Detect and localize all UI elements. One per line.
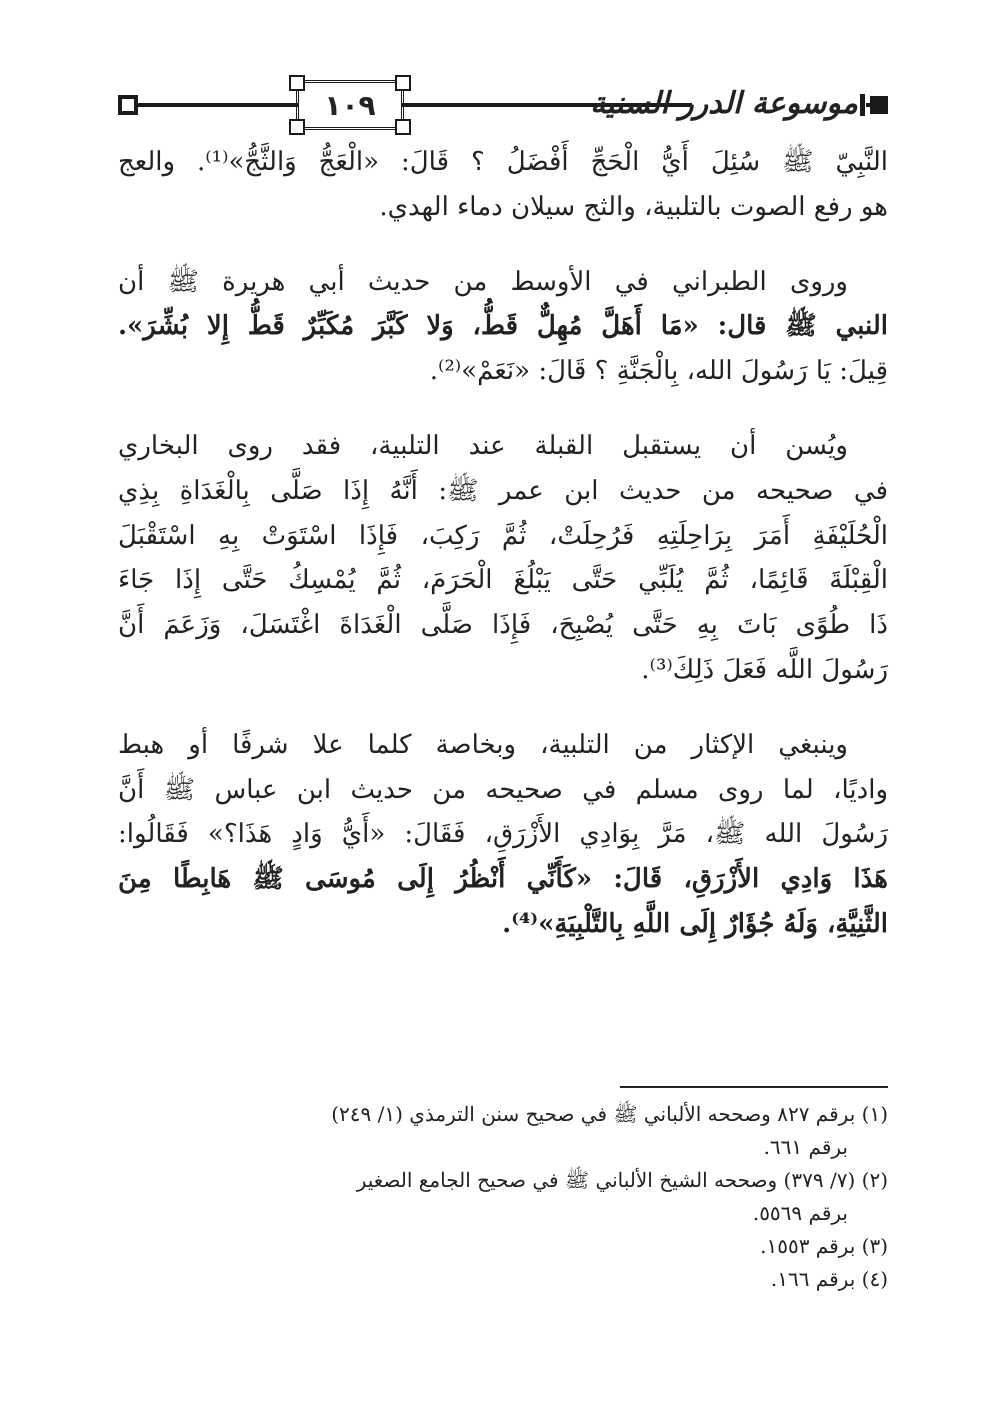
- frame-corner-ornament: [395, 75, 411, 91]
- text-line: ويُسن أن يستقبل القبلة عند التلبية، فقد روى البخاري: [118, 430, 848, 461]
- text-line: هَذَا وَادِي الأَزْرَقِ، قَالَ: «كَأَنِّي أَنْظُرُ إِلَى مُوسَى ﷺ هَابِطًا مِنَ: [118, 864, 888, 895]
- series-title: موسوعة الدرر السنية: [590, 86, 858, 121]
- text-line: رَسُولَ الله ﷺ، مَرَّ بِوَادِي الأَزْرَقِ، فَقَالَ: «أَيُّ وَادٍ هَذَا؟» فَقَالُوا:: [118, 819, 888, 850]
- text-line: ذَا طُوًى بَاتَ بِهِ حَتَّى يُصْبِحَ، فَإِذَا صَلَّى الْغَدَاةَ اغْتَسَلَ، وَزَعَمَ أَنَّ: [118, 610, 888, 641]
- paragraph: [118, 723, 888, 947]
- main-text: [118, 140, 888, 977]
- footnote-text: (٣) برقم ١٥٥٣.: [760, 1234, 888, 1258]
- footnote: [118, 1164, 888, 1230]
- header-ornament-right: [870, 96, 888, 114]
- text-line: واديًا، لما روى مسلم في صحيحه من حديث ابن عباس ﷺ أَنَّ: [118, 774, 888, 805]
- footnote: [118, 1098, 888, 1164]
- header-rule: [138, 103, 298, 107]
- page-header: [118, 78, 888, 140]
- text-line: الْحُلَيْفَةِ أَمَرَ بِرَاحِلَتِهِ فَرُحِلَتْ، ثُمَّ رَكِبَ، فَإِذَا اسْتَوَتْ بِهِ اسْتَقْبَلَ: [118, 520, 888, 551]
- text-line: رَسُولَ اللَّه فَعَلَ ذَلِكَ⁽³⁾.: [641, 654, 888, 685]
- text-line: النبي ﷺ قال: «مَا أَهَلَّ مُهِلٌّ قَطُّ، وَلا كَبَّرَ مُكَبِّرٌ قَطُّ إِلا بُشِّرَ».: [118, 311, 888, 342]
- paragraph: [118, 424, 888, 693]
- page-number-frame: [296, 80, 404, 130]
- footnote-continuation: برقم ٦٦١.: [763, 1135, 848, 1159]
- text-line: هو رفع الصوت بالتلبية، والثج سيلان دماء الهدي.: [379, 191, 888, 222]
- text-line: قِيلَ: يَا رَسُولَ الله، بِالْجَنَّةِ ؟ قَالَ: «نَعَمْ»⁽²⁾.: [429, 356, 888, 387]
- page-number: ١٠٩: [324, 88, 376, 122]
- header-ornament-left: [118, 95, 138, 115]
- frame-corner-ornament: [289, 119, 305, 135]
- footnote-text: (٤) برقم ١٦٦.: [770, 1267, 888, 1291]
- text-line: الثَّنِيَّةِ، وَلَهُ جُؤَارٌ إِلَى اللَّهِ بِالتَّلْبِيَةِ»⁽⁴⁾.: [502, 908, 888, 939]
- text-line: الْقِبْلَةَ قَائِمًا، ثُمَّ يُلَبِّي حَتَّى يَبْلُغَ الْحَرَمَ، ثُمَّ يُمْسِكُ حَتَّى إِذَا جَاءَ: [118, 565, 888, 596]
- text-line: في صحيحه من حديث ابن عمر ﷺ: أَنَّهُ إِذَا صَلَّى بِالْغَدَاةِ بِذِي: [118, 475, 888, 506]
- text-line: النَّبِيّ ﷺ سُئِلَ أَيُّ الْحَجِّ أَفْضَلُ ؟ قَالَ: «الْعَجُّ وَالثَّجُّ»⁽¹⁾. والعج: [118, 147, 888, 177]
- footnote-text: (١) برقم ٨٢٧ وصححه الألباني ﷺ في صحيح سنن الترمذي (١/ ٢٤٩): [331, 1102, 888, 1126]
- footnote-separator: [620, 1086, 888, 1088]
- footnote: [118, 1263, 888, 1296]
- footnote-text: (٢) (٧/ ٣٧٩) وصححه الشيخ الألباني ﷺ في صحيح الجامع الصغير: [356, 1168, 888, 1192]
- paragraph: [118, 140, 888, 230]
- footnote: [118, 1230, 888, 1263]
- header-ornament-bar: [860, 94, 865, 116]
- frame-corner-ornament: [395, 119, 411, 135]
- footnote-continuation: برقم ٥٥٦٩.: [752, 1201, 848, 1225]
- text-line: وينبغي الإكثار من التلبية، وبخاصة كلما علا شرفًا أو هبط: [118, 729, 848, 760]
- text-line: وروى الطبراني في الأوسط من حديث أبي هريرة ﷺ أن: [118, 266, 848, 297]
- frame-corner-ornament: [289, 75, 305, 91]
- footnotes: [118, 1098, 888, 1296]
- paragraph: [118, 260, 888, 394]
